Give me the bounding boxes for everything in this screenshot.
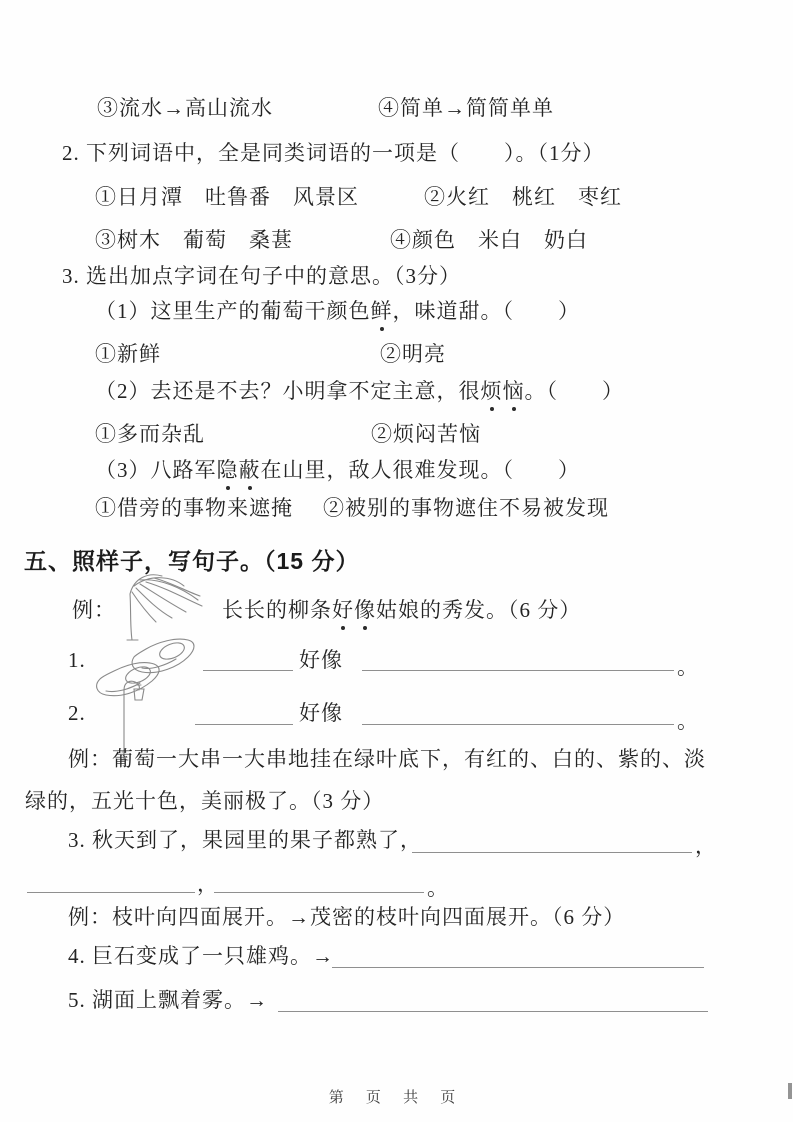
q2-option-4: ④颜色 米白 奶白	[390, 228, 588, 252]
example-2-line-1: 例：葡萄一大串一大串地挂在绿叶底下，有红的、白的、紫的、淡	[68, 747, 706, 771]
item-3-comma-2: ，	[197, 872, 218, 896]
q2-option-3: ③树木 葡萄 桑葚	[95, 228, 293, 252]
q3-sub2-option-2: ②烦闷苦恼	[371, 422, 481, 446]
example-1-sentence: 长长的柳条好像姑娘的秀发。（6 分）	[222, 595, 581, 625]
option-3: ③流水→高山流水	[97, 96, 273, 120]
item-5-lead: 5. 湖面上飘着雾。→	[68, 988, 268, 1012]
q3-sub1-option-1: ①新鲜	[95, 342, 161, 366]
q3-sub2-option-1: ①多而杂乱	[95, 422, 205, 446]
q3-sub1-option-2: ②明亮	[380, 342, 446, 366]
q2-option-1: ①日月潭 吐鲁番 风景区	[95, 185, 359, 209]
item-2-mid-label: 好像	[299, 701, 343, 725]
item-1-number: 1.	[68, 648, 86, 672]
q3-sub3-option-2: ②被别的事物遮住不易被发现	[323, 496, 609, 520]
item-1-blank-1[interactable]	[203, 646, 293, 671]
q3-sub2-sentence: （2）去还是不去？小明拿不定主意，很烦恼。（ ）	[95, 376, 624, 406]
item-1-mid-label: 好像	[299, 648, 343, 672]
example-3-sentence: 例：枝叶向四面展开。→茂密的枝叶向四面展开。（6 分）	[68, 905, 626, 929]
item-1-period: 。	[677, 655, 698, 679]
example-2-line-2: 绿的，五光十色，美丽极了。（3 分）	[25, 789, 385, 813]
item-2-blank-1[interactable]	[195, 700, 293, 725]
scan-artifact	[788, 1083, 792, 1099]
q2-option-2: ②火红 桃红 枣红	[424, 185, 622, 209]
item-3-blank-1[interactable]	[412, 828, 692, 853]
item-4-blank[interactable]	[332, 943, 704, 968]
example-1-label: 例：	[72, 598, 116, 622]
item-3-lead: 3. 秋天到了，果园里的果子都熟了，	[68, 828, 422, 852]
item-1-blank-2[interactable]	[362, 646, 674, 671]
question-2-stem: 2. 下列词语中，全是同类词语的一项是（ ）。（1分）	[62, 141, 605, 165]
q3-sub1-sentence: （1）这里生产的葡萄干颜色鲜，味道甜。（ ）	[95, 296, 580, 326]
page-footer: 第 页 共 页	[328, 1089, 465, 1106]
item-3-period: 。	[427, 876, 448, 900]
item-2-number: 2.	[68, 701, 86, 725]
item-2-blank-2[interactable]	[362, 700, 674, 725]
item-4-lead: 4. 巨石变成了一只雄鸡。→	[68, 944, 334, 968]
item-5-blank[interactable]	[278, 987, 708, 1012]
q3-sub3-option-1: ①借旁的事物来遮掩	[95, 496, 293, 520]
question-3-stem: 3. 选出加点字词在句子中的意思。（3分）	[62, 264, 461, 288]
section-5-title: 五、照样子，写句子。（15 分）	[24, 548, 360, 574]
q3-sub3-sentence: （3）八路军隐蔽在山里，敌人很难发现。（ ）	[95, 455, 580, 485]
option-4: ④简单→简简单单	[378, 96, 554, 120]
item-3-blank-3[interactable]	[214, 868, 424, 893]
item-3-blank-2[interactable]	[27, 868, 195, 893]
item-3-comma-1: ，	[695, 834, 716, 858]
item-2-period: 。	[677, 709, 698, 733]
